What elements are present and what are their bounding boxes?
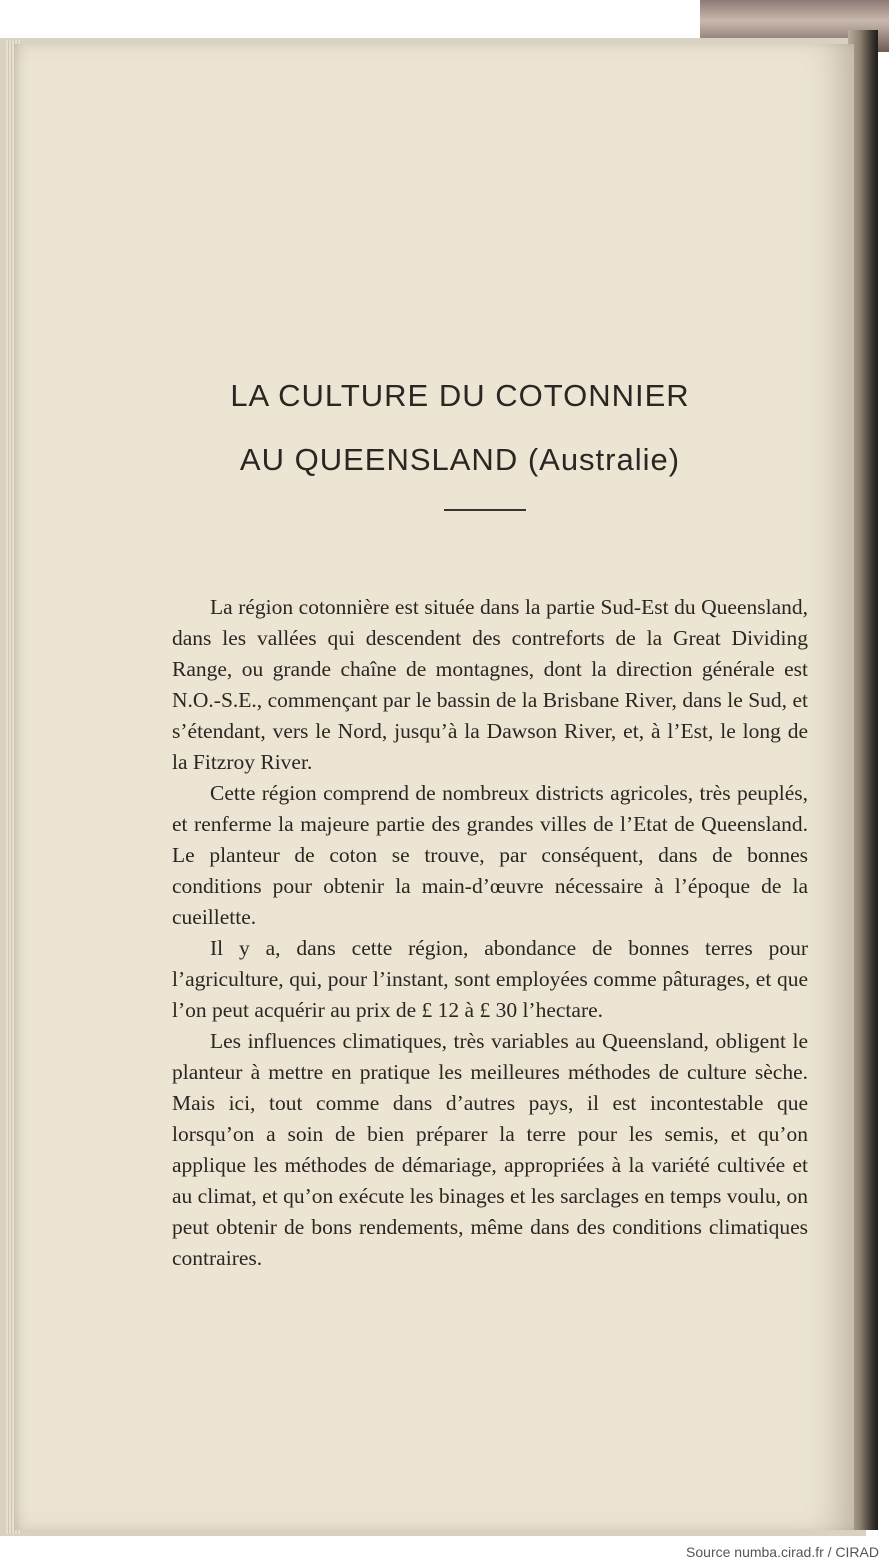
source-credit[interactable]: Source numba.cirad.fr / CIRAD [686,1544,879,1560]
paragraph-1: La région cotonnière est située dans la partie Sud-Est du Queensland, dans les vallées qui descendent des contreforts de la Great Dividing Range, ou grande chaîne de montagnes, dont la direction générale est N.O.-S.E., commençant par le bassin de la Brisbane River, dans le Sud, et s’étendant, vers le Nord, jusqu’à la Dawson River, et, à l’Est, le long de la Fitzroy River. [172,595,808,774]
paragraph-2: Cette région comprend de nombreux districts agricoles, très peuplés, et renferme la majeure partie des grandes villes de l’Etat de Queensland. Le planteur de coton se trouve, par conséquent, dans de bonnes conditions pour obtenir la main-d’œuvre nécessaire à l’époque de la cueillette. [172,781,808,929]
paragraph-3: Il y a, dans cette région, abondance de bonnes terres pour l’agriculture, qui, pour l’instant, sont employées comme pâturages, et que l’on peut acquérir au prix de £ 12 à £ 30 l’hectare. [172,936,808,1022]
title-rule [444,509,526,511]
title-line-2: AU QUEENSLAND (Australie) [239,442,681,477]
body-text [172,592,808,1274]
paragraph-4: Les influences climatiques, très variables au Queensland, obligent le planteur à mettre en pratique les meilleures méthodes de culture sèche. Mais ici, tout comme dans d’autres pays, il est incontestable que lorsqu’on a soin de bien préparer la terre pour les semis, et qu’on applique les méthodes de démariage, appropriées à la variété cultivée et au climat, et qu’on exécute les binages et les sarclages en temps voulu, on peut obtenir de bons rendements, même dans des conditions climatiques contraires. [172,1029,808,1270]
title-line-1: LA CULTURE DU COTONNIER [230,378,690,413]
